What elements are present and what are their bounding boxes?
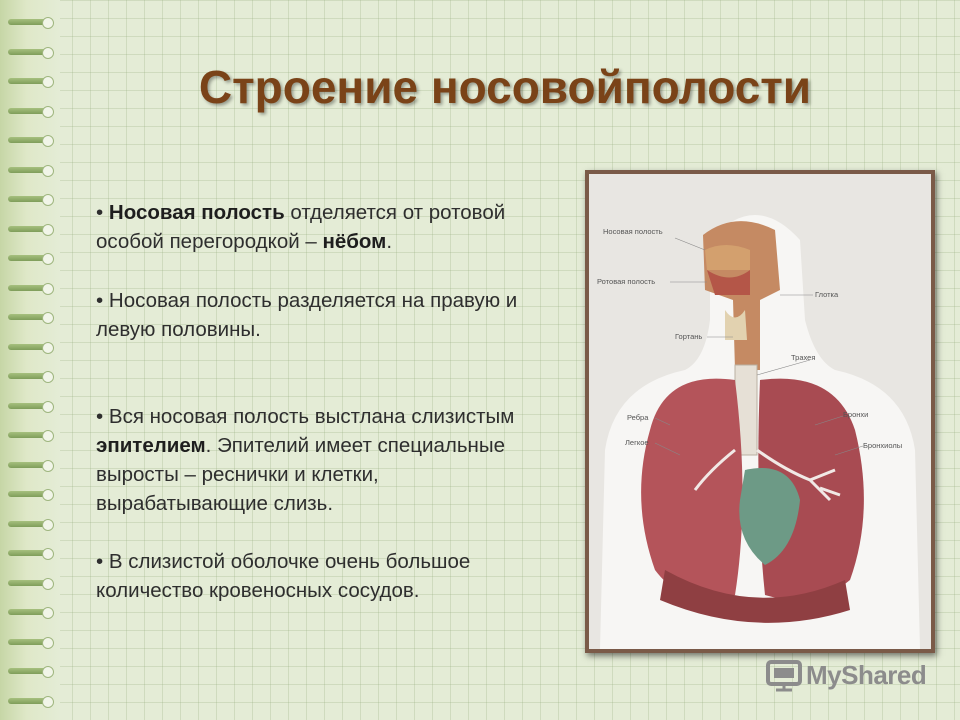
spiral-ring	[8, 16, 54, 28]
spiral-ring	[8, 695, 54, 707]
spiral-ring	[8, 577, 54, 589]
spiral-ring	[8, 341, 54, 353]
spiral-ring	[8, 636, 54, 648]
label-trachea: Трахея	[791, 353, 816, 362]
bullet-text: . Эпителий имеет специальные выросты – реснички и клетки, вырабатывающие слизь.	[96, 434, 505, 515]
bullet-epithelium	[96, 402, 546, 518]
brand-name: MyShared	[806, 660, 927, 690]
label-oral-cavity: Ротовая полость	[597, 277, 656, 286]
bullet-marker: •	[96, 405, 104, 428]
spiral-ring	[8, 134, 54, 146]
respiratory-diagram	[585, 170, 935, 653]
spiral-ring	[8, 665, 54, 677]
bullet-text: Вся носовая полость выстлана слизистым	[108, 405, 515, 428]
label-lung: Легкое	[625, 438, 649, 447]
label-bronchioles: Бронхиолы	[863, 441, 903, 450]
spiral-ring	[8, 547, 54, 559]
label-larynx: Гортань	[675, 332, 703, 341]
label-bronchi: Бронхи	[843, 410, 869, 419]
bullet-nasal-palate	[96, 198, 546, 256]
term-epithelium: эпителием	[96, 434, 206, 457]
bullet-halves	[96, 286, 546, 344]
bullet-vessels	[96, 547, 546, 605]
label-pharynx: Глотка	[815, 290, 839, 299]
bullet-text: В слизистой оболочке очень большое количество кровеносных сосудов.	[96, 550, 471, 602]
bullet-text: .	[386, 230, 393, 253]
bullet-text: Носовая полость разделяется на правую и левую половины.	[96, 289, 518, 341]
slide-title: Строение носовойполости	[198, 61, 812, 113]
respiratory-system-image	[585, 170, 935, 653]
myshared-logo	[766, 656, 936, 696]
spiral-ring	[8, 282, 54, 294]
term-nasal-cavity: Носовая полость	[108, 201, 285, 224]
spiral-ring	[8, 370, 54, 382]
spiral-ring	[8, 488, 54, 500]
spiral-ring	[8, 46, 54, 58]
spiral-ring	[8, 311, 54, 323]
spiral-ring	[8, 429, 54, 441]
spiral-ring	[8, 223, 54, 235]
spiral-ring	[8, 193, 54, 205]
spiral-ring	[8, 164, 54, 176]
label-nasal-cavity: Носовая полость	[603, 227, 663, 236]
bullet-list	[96, 198, 546, 605]
label-ribs: Ребра	[627, 413, 649, 422]
spiral-ring	[8, 400, 54, 412]
projector-screen-icon	[766, 658, 802, 692]
bullet-marker: •	[96, 550, 104, 573]
bullet-text: отделяется от ротовой особой перегородкой –	[96, 201, 506, 253]
spiral-ring	[8, 606, 54, 618]
bullet-marker: •	[96, 201, 104, 224]
spiral-ring	[8, 518, 54, 530]
term-palate: нёбом	[322, 230, 387, 253]
spiral-ring	[8, 252, 54, 264]
spiral-ring	[8, 459, 54, 471]
bullet-marker: •	[96, 289, 104, 312]
